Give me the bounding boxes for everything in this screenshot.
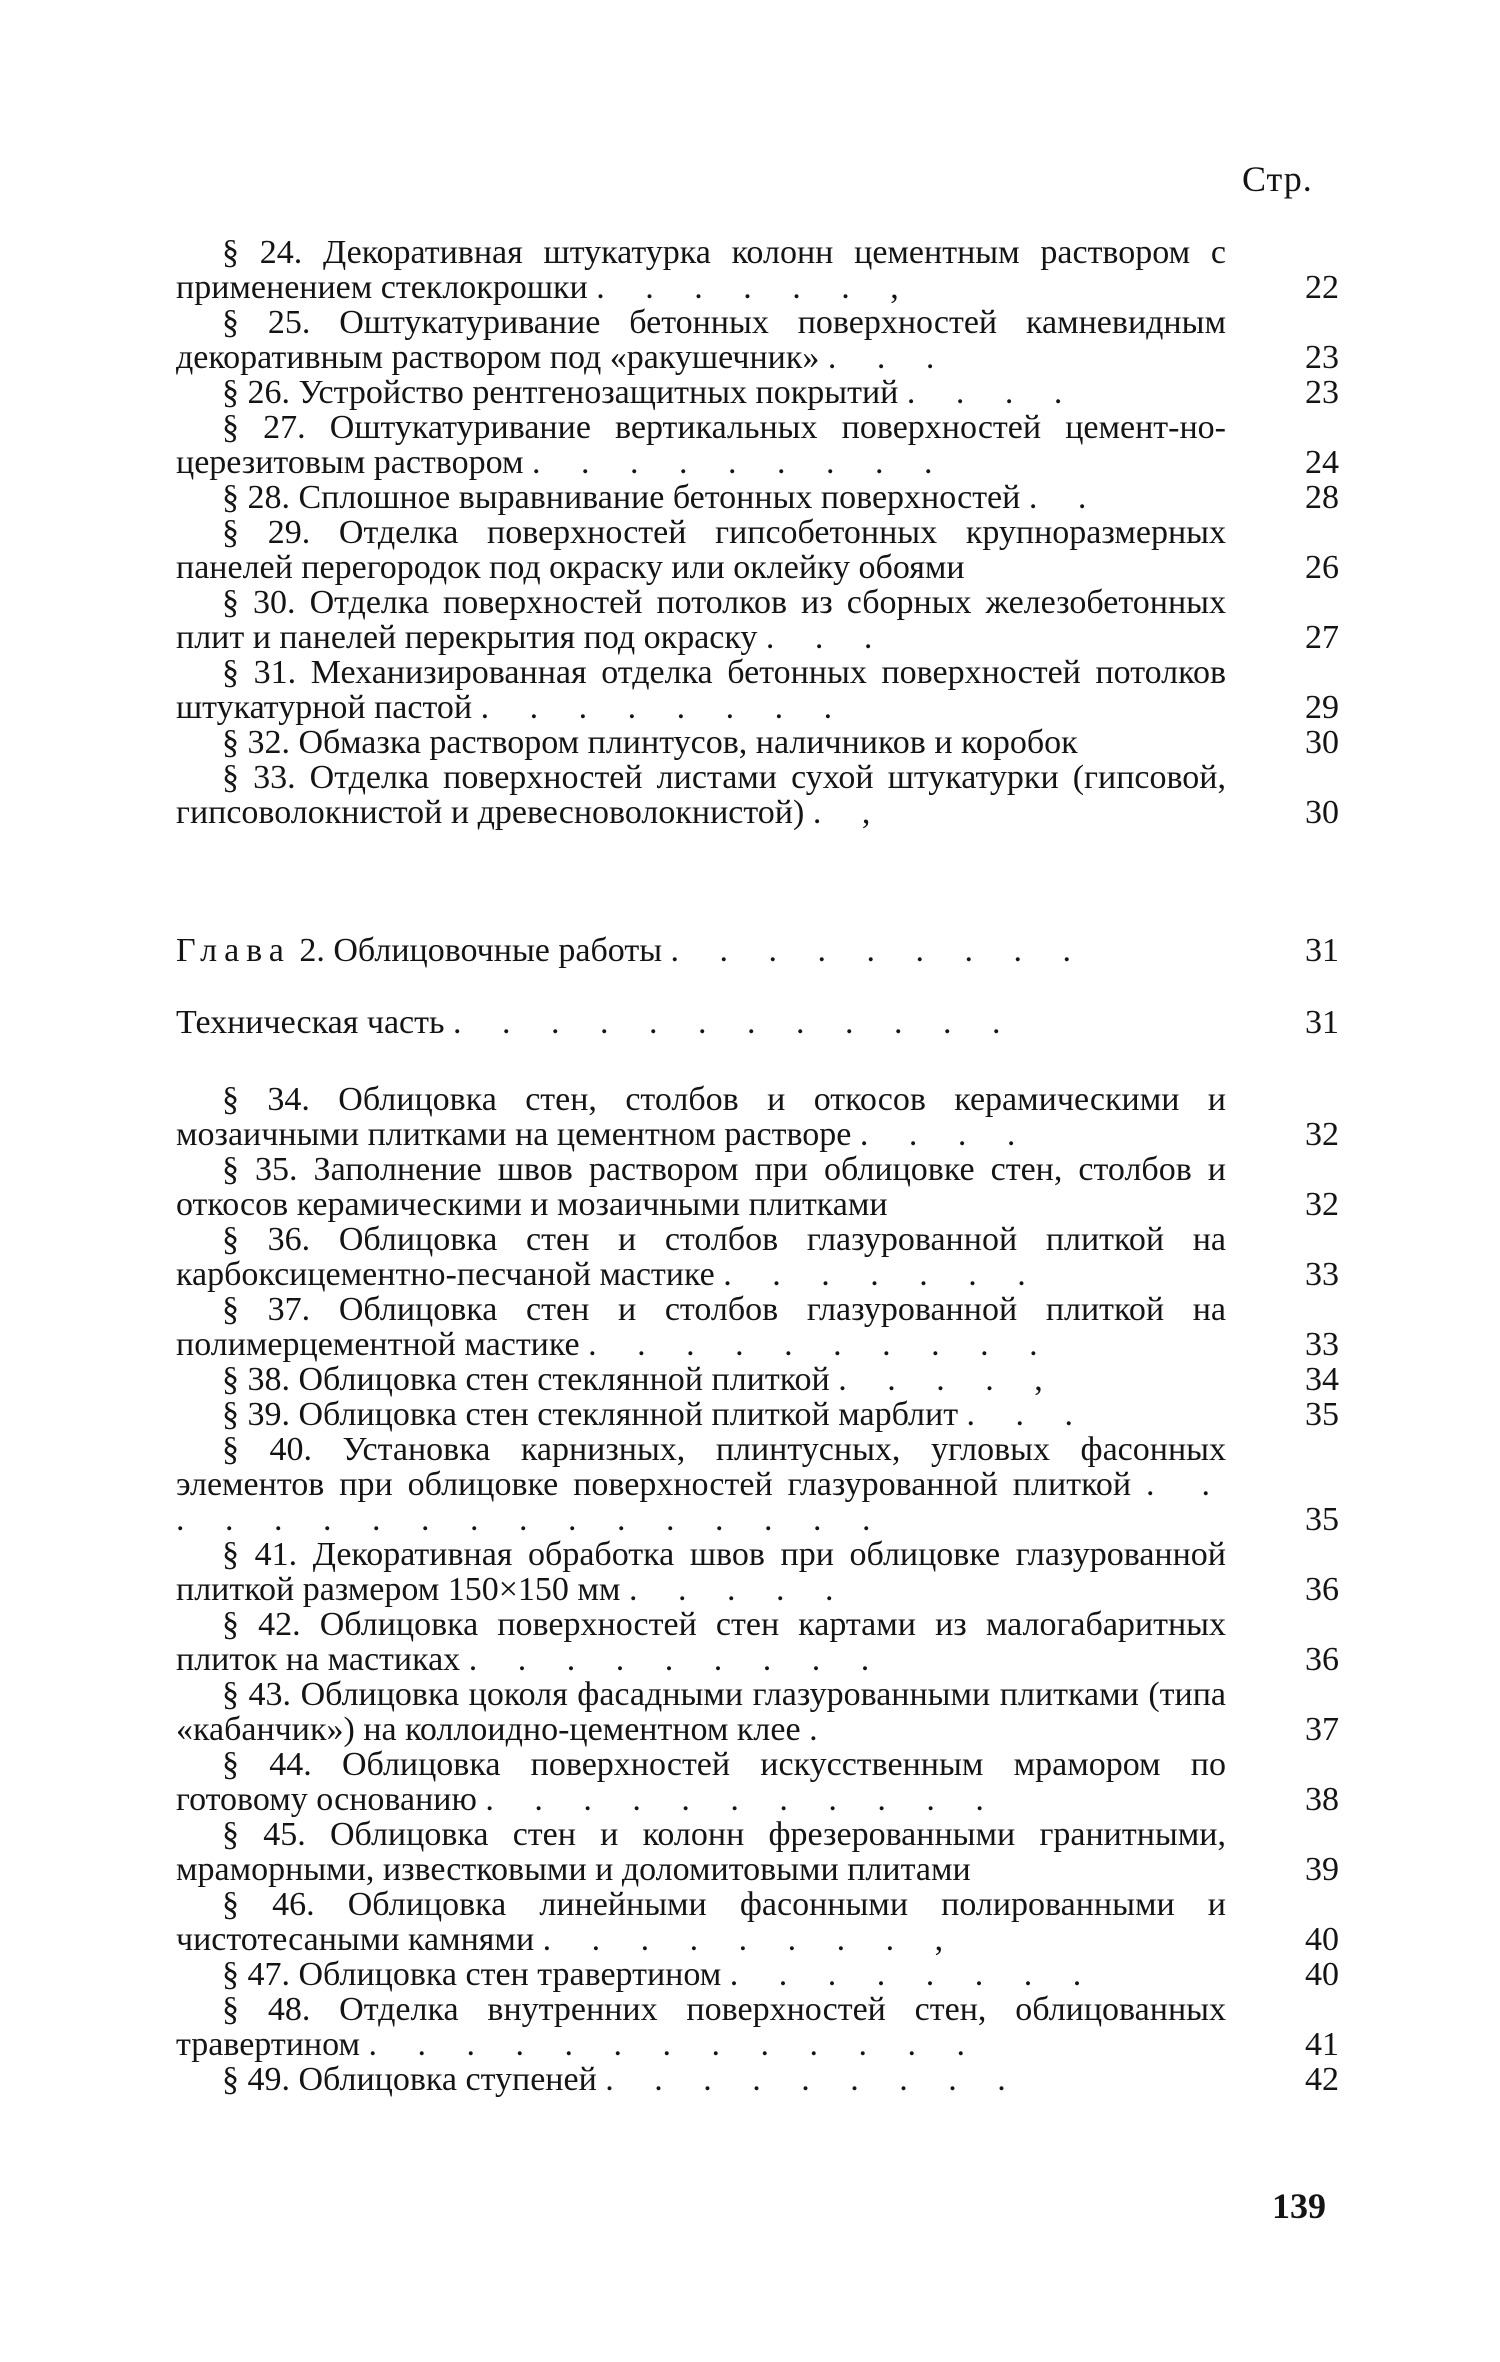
toc-entry-title: § 24. Декоративная штукатурка колонн цементным раствором с применением стеклокрошки [176,234,1226,306]
toc-entry [176,1992,1339,2062]
toc-entry-text [176,655,1226,725]
toc-entry-title: § 26. Устройство рентгенозащитных покрытий [222,374,899,411]
toc-leader-dots: . . . . . . . [723,1256,1042,1293]
toc-entry [176,1887,1339,1957]
toc-entry-text [176,1992,1226,2062]
toc-entry-page: 23 [1305,374,1339,411]
toc-entry-page: 34 [1305,1361,1339,1398]
toc-entry-page: 42 [1305,2061,1339,2098]
toc-entry [176,1082,1339,1152]
toc-entry-page: 37 [1305,1711,1339,1748]
toc-entry-title: § 27. Оштукатуривание вертикальных поверхностей цемент-но-церезитовым раствором [176,409,1226,481]
toc-entry [176,760,1339,830]
toc-entry [176,410,1339,480]
toc-leader-dots: . . . . . . . . . . [588,1326,1054,1363]
toc-entry [176,1607,1339,1677]
toc-leader-dots: . . . . [859,1116,1032,1153]
toc-entry-page: 30 [1305,724,1339,761]
toc-entry-title: § 25. Оштукатуривание бетонных поверхностей камневидным декоративным раствором под «ракушечник» [176,304,1226,376]
toc-entry [176,1817,1339,1887]
toc-entry-text [176,1537,1226,1607]
chapter-leader-dots: . . . . . . . . . [670,932,1088,969]
toc-entry-title: § 37. Облицовка стен и столбов глазурованной плиткой на полимерцементной мастике [176,1291,1226,1363]
chapter-title-line [176,933,1226,969]
toc-entry-text [176,760,1226,830]
toc-entry [176,235,1339,305]
toc-leader-dots: . . [1028,479,1103,516]
toc-entry-title: § 44. Облицовка поверхностей искусственным мрамором по готовому основанию [176,1746,1226,1818]
technical-part-line [176,1005,1226,1041]
toc-entry [176,1152,1339,1222]
toc-entry-page: 30 [1305,794,1339,831]
toc-entry [176,1432,1339,1537]
toc-entry [176,1677,1339,1747]
toc-entry-text [176,1817,1226,1887]
technical-part-page: 31 [1305,1004,1339,1041]
toc-entry-title: § 41. Декоративная обработка швов при облицовке глазурованной плиткой размером 150×150 мм [176,1536,1226,1608]
toc-entry-text [176,2062,1226,2097]
toc-entry-text [176,375,1226,410]
toc-entry [176,1292,1339,1362]
toc-entry-title: § 29. Отделка поверхностей гипсобетонных крупноразмерных панелей перегородок под окраску или оклейку обоями [176,514,1226,586]
toc-entry-title: § 49. Облицовка ступеней [222,2061,597,2098]
toc-entry-page: 32 [1305,1186,1339,1223]
toc-leader-dots: . . . [827,339,951,376]
toc-entry [176,585,1339,655]
toc-entry [176,1222,1339,1292]
toc-section-facing [176,1082,1339,2097]
toc-entry-title: § 34. Облицовка стен, столбов и откосов керамическими и мозаичными плитками на цементном растворе [176,1081,1226,1153]
toc-leader-dots: . . . . . . . . . . . [485,1781,1000,1818]
toc-entry [176,2062,1339,2097]
toc-entry-text [176,410,1226,480]
toc-entry [176,725,1339,760]
toc-entry [176,655,1339,725]
toc-leader-dots: . [809,1711,834,1748]
toc-entry-title: § 47. Облицовка стен травертином [222,1956,722,1993]
toc-leader-dots: . . . [765,619,889,656]
toc-entry-page: 28 [1305,479,1339,516]
technical-part-heading [176,1005,1339,1041]
toc-entry-title: § 45. Облицовка стен и колонн фрезерованными гранитными, мраморными, известковыми и доломитовыми плитами [176,1816,1226,1888]
toc-entry-text [176,1957,1226,1992]
toc-entry-page: 27 [1305,619,1339,656]
toc-entry-page: 33 [1305,1256,1339,1293]
toc-section-plastering [176,235,1339,830]
toc-entry-title: § 32. Обмазка раствором плинтусов, наличников и коробок [222,724,1078,761]
chapter-title: 2. Облицовочные работы [299,932,663,969]
technical-leader-dots: . . . . . . . . . . . . [453,1004,1017,1041]
toc-entry-page: 35 [1305,1396,1339,1433]
page-column-label: Стр. [1242,159,1313,199]
toc-entry-title: § 28. Сплошное выравнивание бетонных поверхностей [222,479,1021,516]
toc-entry-text [176,1677,1226,1747]
toc-entry-text [176,1082,1226,1152]
toc-entry-title: § 30. Отделка поверхностей потолков из сборных железобетонных плит и панелей перекрытия под окраску [176,584,1226,656]
toc-entry-page: 35 [1305,1501,1339,1538]
toc-entry-page: 24 [1305,444,1339,481]
toc-entry-page: 36 [1305,1571,1339,1608]
chapter-prefix: Глава [176,932,291,969]
toc-entry-text [176,1222,1226,1292]
toc-entry-page: 33 [1305,1326,1339,1363]
toc-leader-dots: . . . . . . . . [729,1956,1098,1993]
toc-entry-title: § 31. Механизированная отделка бетонных поверхностей потолков штукатурной пастой [176,654,1226,726]
toc-entry-page: 38 [1305,1781,1339,1818]
toc-entry-title: § 36. Облицовка стен и столбов глазурованной плиткой на карбоксицементно-песчаной мастике [176,1221,1226,1293]
toc-entry-text [176,585,1226,655]
toc-entry-text [176,1292,1226,1362]
toc-entry-page: 39 [1305,1851,1339,1888]
toc-entry-page: 40 [1305,1921,1339,1958]
toc-entry-text [176,1397,1226,1432]
toc-entry-page: 23 [1305,339,1339,376]
toc-entry-text [176,1152,1226,1222]
toc-leader-dots: . . . . . . . . . [605,2061,1022,2098]
toc-entry-title: § 46. Облицовка линейными фасонными полированными и чистотесаными камнями [176,1886,1226,1958]
toc-entry-page: 22 [1305,269,1339,306]
toc-leader-dots: . . . . . . . . , [542,1921,960,1958]
toc-leader-dots: . , [812,794,887,831]
toc-entry-text [176,1887,1226,1957]
toc-entry-title: § 43. Облицовка цоколя фасадными глазурованными плитками (типа «кабанчик») на коллоидно-цементном клее [176,1676,1226,1748]
toc-entry-text [176,515,1226,585]
toc-entry [176,1747,1339,1817]
toc-entry-text [176,480,1226,515]
toc-entry [176,1537,1339,1607]
toc-leader-dots: . . . . . . . . [480,689,849,726]
toc-entry [176,305,1339,375]
toc-entry-title: § 35. Заполнение швов раствором при облицовке стен, столбов и откосов керамическими и мозаичными плитками [176,1151,1226,1223]
toc-entry [176,480,1339,515]
page-number: 139 [1272,2186,1326,2226]
toc-entry-title: § 40. Установка карнизных, плинтусных, угловых фасонных элементов при облицовке поверхностей глазурованной плиткой [176,1431,1226,1503]
toc-entry-text [176,235,1226,305]
toc-entry [176,375,1339,410]
toc-entry-page: 29 [1305,689,1339,726]
toc-entry-text [176,1747,1226,1817]
chapter-page: 31 [1305,932,1339,969]
toc-entry [176,1957,1339,1992]
toc-entry-title: § 39. Облицовка стен стеклянной плиткой марблит [222,1396,959,1433]
toc-entry-text [176,1362,1226,1397]
toc-entry-page: 40 [1305,1956,1339,1993]
toc-leader-dots: . . . [966,1396,1090,1433]
technical-part-title: Техническая часть [176,1004,445,1041]
toc-entry-page: 41 [1305,2026,1339,2063]
toc-entry [176,1397,1339,1432]
toc-leader-dots: . . . . . . . . . . . . . . . . . [176,1466,1226,1538]
toc-entry-title: § 42. Облицовка поверхностей стен картами из малогабаритных плиток на мастиках [176,1606,1226,1678]
toc-entry-title: § 33. Отделка поверхностей листами сухой штукатурки (гипсовой, гипсоволокнистой и древесноволокнистой) [176,759,1226,831]
toc-leader-dots: . . . . . . . . . [531,444,949,481]
toc-entry-text [176,305,1226,375]
toc-entry [176,515,1339,585]
toc-entry-page: 26 [1305,549,1339,586]
toc-entry-page: 32 [1305,1116,1339,1153]
toc-entry-text [176,1607,1226,1677]
toc-leader-dots: . . . . . . . . . . . . . [368,2026,981,2063]
toc-leader-dots: . . . . . . , [596,269,915,306]
toc-leader-dots: . . . . [906,374,1079,411]
toc-entry [176,1362,1339,1397]
toc-entry-text [176,1432,1226,1537]
toc-entry-title: § 48. Отделка внутренних поверхностей стен, облицованных травертином [176,1991,1226,2063]
toc-leader-dots: . . . . . [628,1571,850,1608]
toc-leader-dots: . . . . . . . . . [468,1641,886,1678]
toc-entry-text [176,725,1226,760]
toc-entry-page: 36 [1305,1641,1339,1678]
chapter-heading [176,933,1339,969]
toc-leader-dots: . . . . , [838,1361,1059,1398]
toc-entry-title: § 38. Облицовка стен стеклянной плиткой [222,1361,830,1398]
